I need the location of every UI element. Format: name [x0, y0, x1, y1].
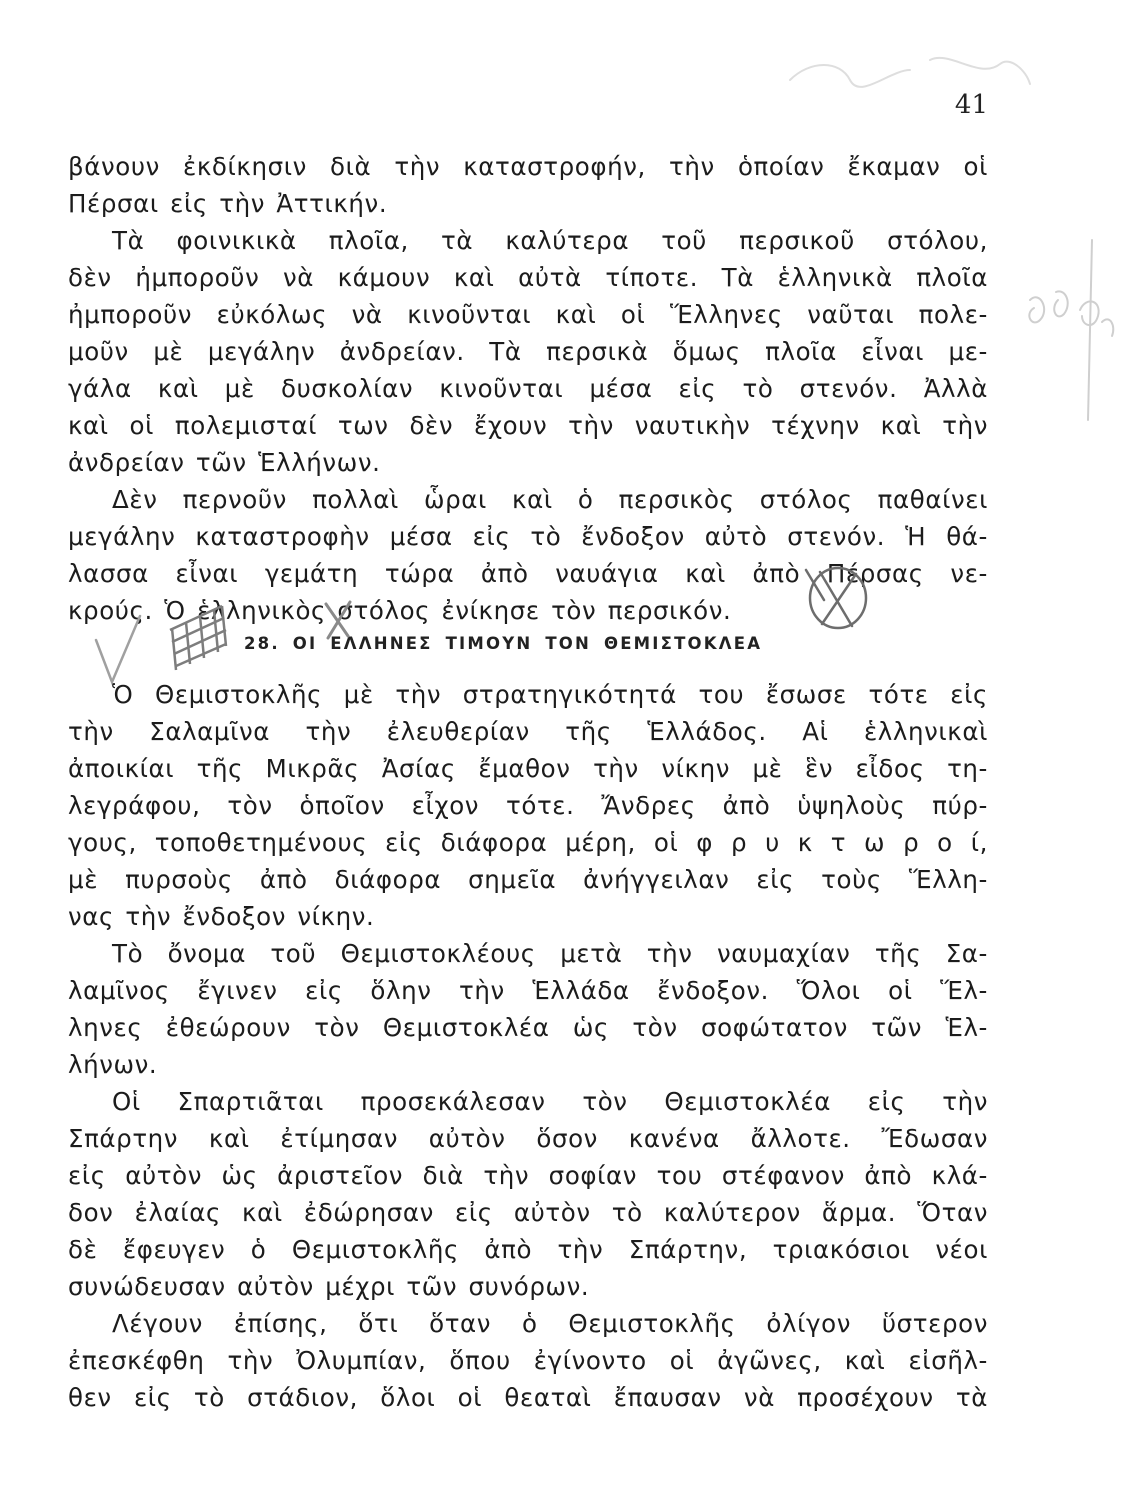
text-line: γάλα καὶ μὲ δυσκολίαν κινοῦνται μέσα εἰς τὸ στενόν. Ἀλλὰ — [68, 374, 988, 403]
text-line: δον ἐλαίας καὶ ἐδώρησαν εἰς αὐτὸν τὸ καλύτερον ἅρμα. Ὅταν — [68, 1198, 988, 1227]
text-line: Ὁ Θεμιστοκλῆς μὲ τὴν στρατηγικότητά του ἔσωσε τότε εἰς — [112, 680, 988, 709]
text-line: Τὸ ὄνομα τοῦ Θεμιστοκλέους μετὰ τὴν ναυμαχίαν τῆς Σα- — [112, 939, 988, 968]
pencil-top-faint-icon — [780, 40, 1040, 110]
text-line: Σπάρτην καὶ ἐτίμησαν αὐτὸν ὅσον κανένα ἄλλοτε. Ἔδωσαν — [68, 1124, 988, 1153]
section-heading: 28. ΟΙ ΕΛΛΗΝΕΣ ΤΙΜΟΥΝ ΤΟΝ ΘΕΜΙΣΤΟΚΛΕΑ — [244, 634, 763, 653]
pencil-grid-sketch-icon — [160, 598, 240, 678]
text-line: ληνες ἐθεώρουν τὸν Θεμιστοκλέα ὡς τὸν σοφώτατον τῶν Ἑλ- — [68, 1013, 988, 1042]
text-block-bottom — [68, 676, 988, 1416]
text-line: μὲ πυρσοὺς ἀπὸ διάφορα σημεῖα ἀνήγγειλαν εἰς τοὺς Ἕλλη- — [68, 865, 988, 894]
pencil-check-mark-icon — [90, 612, 150, 692]
pencil-x-mark-icon — [318, 600, 358, 640]
text-line: λεγράφου, τὸν ὁποῖον εἶχον τότε. Ἄνδρες ἀπὸ ὑψηλοὺς πύρ- — [68, 791, 988, 820]
text-line: καὶ οἱ πολεμισταί των δὲν ἔχουν τὴν ναυτικὴν τέχνην καὶ τὴν — [68, 411, 988, 440]
text-line: συνώδευσαν αὐτὸν μέχρι τῶν συνόρων. — [68, 1272, 590, 1301]
text-line: βάνουν ἐκδίκησιν διὰ τὴν καταστροφήν, τὴν ὁποίαν ἔκαμαν οἱ — [68, 152, 988, 181]
text-block-top — [68, 148, 988, 629]
text-line: μεγάλην καταστροφὴν μέσα εἰς τὸ ἔνδοξον αὐτὸ στενόν. Ἡ θά- — [68, 522, 988, 551]
text-line: θεν εἰς τὸ στάδιον, ὅλοι οἱ θεαταὶ ἔπαυσαν νὰ προσέχουν τὰ — [68, 1383, 988, 1412]
text-line: ἐπεσκέφθη τὴν Ὀλυμπίαν, ὅπου ἐγίνοντο οἱ ἀγῶνες, καὶ εἰσῆλ- — [68, 1346, 988, 1375]
page-number: 41 — [954, 90, 988, 120]
text-line: Πέρσαι εἰς τὴν Ἀττικήν. — [68, 189, 388, 218]
text-line: τὴν Σαλαμῖνα τὴν ἐλευθερίαν τῆς Ἑλλάδος. Αἱ ἑλληνικαὶ — [68, 717, 988, 746]
text-line: κρούς. Ὁ ἑλληνικὸς στόλος ἐνίκησε τὸν περσικόν. — [68, 596, 732, 625]
text-line: εἰς αὐτὸν ὡς ἀριστεῖον διὰ τὴν σοφίαν του στέφανον ἀπὸ κλά- — [68, 1161, 988, 1190]
text-line: λαμῖνος ἔγινεν εἰς ὅλην τὴν Ἑλλάδα ἔνδοξον. Ὅλοι οἱ Ἕλ- — [68, 976, 988, 1005]
pencil-side-scribble-icon — [1010, 230, 1120, 430]
text-line: λασσα εἶναι γεμάτη τώρα ἀπὸ ναυάγια καὶ ἀπὸ Πέρσας νε- — [68, 559, 988, 588]
text-line: ἀνδρείαν τῶν Ἑλλήνων. — [68, 448, 381, 477]
text-line: Τὰ φοινικικὰ πλοῖα, τὰ καλύτερα τοῦ περσικοῦ στόλου, — [112, 226, 988, 255]
text-line: ἠμποροῦν εὐκόλως νὰ κινοῦνται καὶ οἱ Ἕλληνες ναῦται πολε- — [68, 300, 988, 329]
text-line: Οἱ Σπαρτιᾶται προσεκάλεσαν τὸν Θεμιστοκλέα εἰς τὴν — [112, 1087, 988, 1116]
text-line: Δὲν περνοῦν πολλαὶ ὧραι καὶ ὁ περσικὸς στόλος παθαίνει — [112, 485, 988, 514]
text-line: λήνων. — [68, 1050, 158, 1079]
text-line: νας τὴν ἔνδοξον νίκην. — [68, 902, 375, 931]
text-line: Λέγουν ἐπίσης, ὅτι ὅταν ὁ Θεμιστοκλῆς ὀλίγον ὕστερον — [112, 1309, 988, 1338]
text-line: δὲν ἠμποροῦν νὰ κάμουν καὶ αὐτὰ τίποτε. Τὰ ἑλληνικὰ πλοῖα — [68, 263, 988, 292]
text-line: ἀποικίαι τῆς Μικρᾶς Ἀσίας ἔμαθον τὴν νίκην μὲ ἓν εἶδος τη- — [68, 754, 988, 783]
text-line: μοῦν μὲ μεγάλην ἀνδρείαν. Τὰ περσικὰ ὅμως πλοῖα εἶναι με- — [68, 337, 988, 366]
pencil-circled-x-icon — [794, 560, 884, 640]
text-line: γους, τοποθετημένους εἰς διάφορα μέρη, οἱ φ ρ υ κ τ ω ρ ο ί, — [68, 828, 988, 857]
text-line: δὲ ἔφευγεν ὁ Θεμιστοκλῆς ἀπὸ τὴν Σπάρτην, τριακόσιοι νέοι — [68, 1235, 988, 1264]
